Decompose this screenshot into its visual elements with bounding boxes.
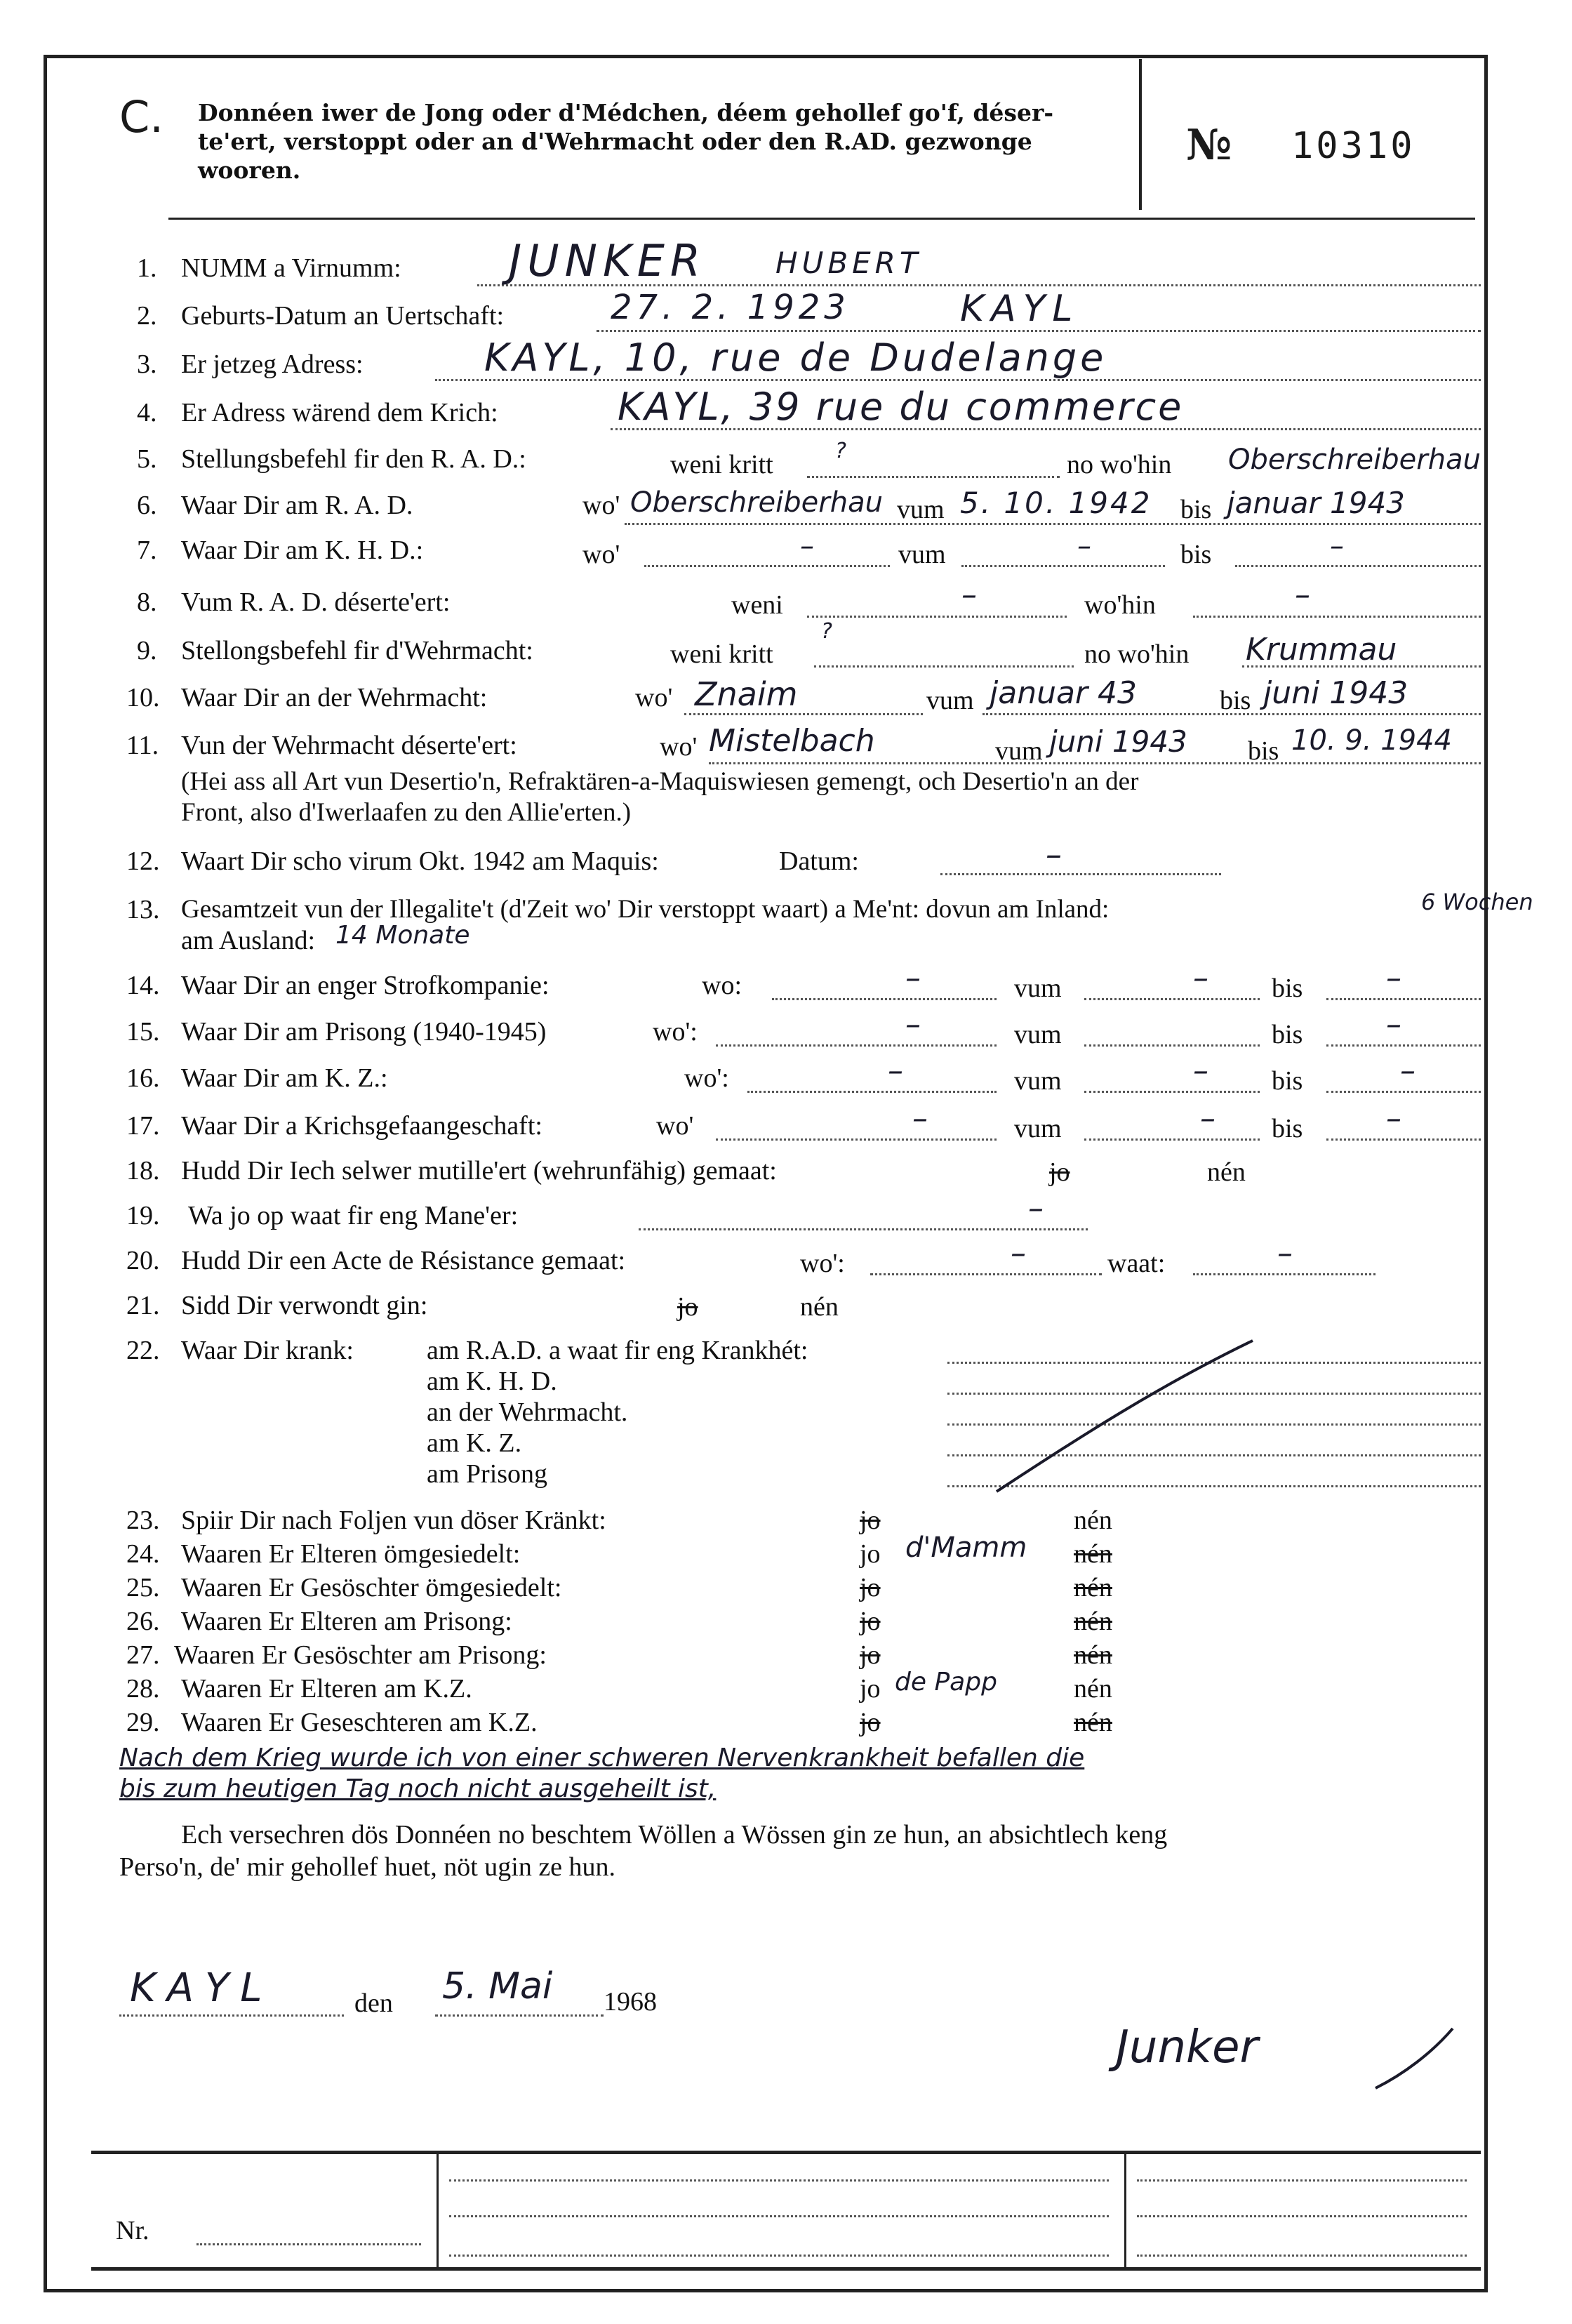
row-20-label: Hudd Dir een Acte de Résistance gemaat: bbox=[181, 1246, 626, 1275]
row-25-jo: jo bbox=[860, 1573, 881, 1602]
row-11-bis-value: 10. 9. 1944 bbox=[1291, 724, 1453, 757]
row-12-label: Waart Dir scho virum Okt. 1942 am Maquis: bbox=[181, 846, 659, 876]
row-15-bis-label: bis bbox=[1272, 1020, 1303, 1049]
row-14-wo-dash: – bbox=[905, 960, 921, 996]
row-11-note-line-2: Front, also d'Iwerlaafen zu den Allie'erten.) bbox=[181, 798, 632, 827]
row-11-vum-value: juni 1943 bbox=[1049, 724, 1187, 759]
row-8-where-label: wo'hin bbox=[1084, 590, 1156, 620]
row-10-bis-value: juni 1943 bbox=[1263, 675, 1408, 711]
box-line-4 bbox=[1137, 2179, 1467, 2182]
row-13-ausland-value: 14 Monate bbox=[335, 921, 470, 950]
row-17-wo-dash: – bbox=[912, 1101, 928, 1136]
row-8-weni-line bbox=[807, 616, 1067, 618]
row-18-jo: jo bbox=[1049, 1157, 1070, 1187]
header-divider bbox=[1139, 59, 1142, 210]
row-14-bis-dash: – bbox=[1386, 960, 1401, 996]
row-22-sub-kz: am K. Z. bbox=[427, 1428, 522, 1458]
row-8-weni-label: weni bbox=[731, 590, 783, 620]
bottom-rule-bottom bbox=[91, 2267, 1481, 2271]
row-28-nen: nén bbox=[1074, 1674, 1112, 1704]
row-5-where-value: Oberschreiberhau bbox=[1228, 444, 1481, 476]
row-7-number: 7. bbox=[137, 536, 157, 565]
row-11-bis-label: bis bbox=[1248, 736, 1279, 766]
declaration-line-1: Ech versechren dös Donnéen no beschtem Wöllen a Wössen gin ze hun, an absichtlech keng bbox=[181, 1820, 1168, 1850]
row-24-jo: jo bbox=[860, 1539, 881, 1569]
row-4-number: 4. bbox=[137, 398, 157, 427]
row-20-waat-line bbox=[1193, 1273, 1376, 1275]
row-20-number: 20. bbox=[126, 1246, 160, 1275]
row-27-label: Waaren Er Gesöschter am Prisong: bbox=[174, 1640, 547, 1670]
row-6-vum-label: vum bbox=[897, 495, 945, 524]
row-19-number: 19. bbox=[126, 1201, 160, 1230]
row-16-wo-label: wo': bbox=[684, 1063, 729, 1093]
row-14-vum-line bbox=[1084, 998, 1260, 1000]
nr-line bbox=[196, 2243, 421, 2245]
row-25-nen: nén bbox=[1074, 1573, 1112, 1602]
row-2-number: 2. bbox=[137, 301, 157, 331]
row-13-inland-value: 6 Wochen bbox=[1421, 889, 1533, 915]
row-5-where-label: no wo'hin bbox=[1067, 450, 1172, 479]
row-22-sub-wehrmacht: an der Wehrmacht. bbox=[427, 1397, 628, 1427]
date-line bbox=[435, 2014, 604, 2017]
row-25-number: 25. bbox=[126, 1573, 160, 1602]
row-16-wo-line bbox=[747, 1091, 997, 1093]
row-7-label: Waar Dir am K. H. D.: bbox=[181, 536, 424, 565]
row-29-number: 29. bbox=[126, 1708, 160, 1737]
row-16-vum-label: vum bbox=[1014, 1066, 1062, 1096]
row-28-label: Waaren Er Elteren am K.Z. bbox=[181, 1674, 472, 1704]
row-9-where-label: no wo'hin bbox=[1084, 639, 1190, 669]
row-6-number: 6. bbox=[137, 491, 157, 520]
row-26-nen: nén bbox=[1074, 1607, 1112, 1636]
row-16-bis-dash: – bbox=[1400, 1053, 1416, 1089]
row-20-wo-label: wo': bbox=[800, 1249, 845, 1278]
row-21-label: Sidd Dir verwondt gin: bbox=[181, 1291, 428, 1320]
row-13-ausland-label: am Ausland: bbox=[181, 926, 316, 955]
row-29-nen: nén bbox=[1074, 1708, 1112, 1737]
row-6-bis-value: januar 1943 bbox=[1227, 486, 1405, 520]
row-9-number: 9. bbox=[137, 636, 157, 665]
row-16-vum-dash: – bbox=[1193, 1053, 1208, 1089]
row-10-label: Waar Dir an der Wehrmacht: bbox=[181, 683, 488, 712]
row-19-dash: – bbox=[1028, 1190, 1044, 1226]
row-15-bis-dash: – bbox=[1386, 1007, 1401, 1042]
den-label: den bbox=[354, 1988, 393, 2018]
row-8-where-dash: – bbox=[1295, 577, 1310, 613]
row-15-wo-label: wo': bbox=[653, 1017, 698, 1047]
declaration-line-2: Perso'n, de' mir gehollef huet, nöt ugin ze hun. bbox=[119, 1852, 616, 1882]
row-20-waat-dash: – bbox=[1277, 1235, 1293, 1271]
bottom-divider-1 bbox=[437, 2151, 439, 2269]
row-22-cancel-stroke bbox=[982, 1334, 1263, 1502]
row-15-label: Waar Dir am Prisong (1940-1945) bbox=[181, 1017, 547, 1047]
row-27-number: 27. bbox=[126, 1640, 160, 1670]
row-7-wo-line bbox=[644, 565, 890, 567]
row-9-where-value: Krummau bbox=[1246, 632, 1397, 668]
row-12-datum-label: Datum: bbox=[779, 846, 859, 876]
row-1-surname: JUNKER bbox=[509, 235, 706, 286]
row-10-number: 10. bbox=[126, 683, 160, 712]
row-22-sub-rad: am R.A.D. a waat fir eng Krankhét: bbox=[427, 1336, 808, 1365]
row-27-jo: jo bbox=[860, 1640, 881, 1670]
row-7-vum-line bbox=[961, 565, 1165, 567]
row-24-label: Waaren Er Elteren ömgesiedelt: bbox=[181, 1539, 521, 1569]
row-8-weni-dash: – bbox=[961, 577, 977, 613]
row-29-label: Waaren Er Geseschteren am K.Z. bbox=[181, 1708, 538, 1737]
row-17-label: Waar Dir a Krichsgefaangeschaft: bbox=[181, 1111, 542, 1141]
row-24-number: 24. bbox=[126, 1539, 160, 1569]
row-3-number: 3. bbox=[137, 350, 157, 379]
row-24-nen: nén bbox=[1074, 1539, 1112, 1569]
row-2-place: KAYL bbox=[960, 288, 1080, 330]
row-17-vum-line bbox=[1084, 1138, 1260, 1141]
row-16-number: 16. bbox=[126, 1063, 160, 1093]
row-13-label: Gesamtzeit vun der Illegalite't (d'Zeit wo' Dir verstoppt waart) a Me'nt: dovun am Inland: bbox=[181, 895, 1110, 924]
row-15-vum-label: vum bbox=[1014, 1020, 1062, 1049]
row-11-number: 11. bbox=[126, 731, 159, 760]
remarks-line-2: bis zum heutigen Tag noch nicht ausgeheilt ist, bbox=[119, 1774, 717, 1803]
row-15-number: 15. bbox=[126, 1017, 160, 1047]
row-28-note: de Papp bbox=[895, 1668, 997, 1696]
row-21-number: 21. bbox=[126, 1291, 160, 1320]
row-18-number: 18. bbox=[126, 1156, 160, 1186]
box-line-5 bbox=[1137, 2215, 1467, 2217]
row-11-note-line-1: (Hei ass all Art vun Desertio'n, Refraktären-a-Maquiswiesen gemengt, och Desertio'n an der bbox=[181, 767, 1139, 796]
row-3-label: Er jetzeg Adress: bbox=[181, 350, 364, 379]
row-1-firstname: HUBERT bbox=[775, 246, 922, 280]
row-17-vum-dash: – bbox=[1200, 1101, 1215, 1136]
year: 1968 bbox=[604, 1987, 657, 2017]
row-9-label: Stellongsbefehl fir d'Wehrmacht: bbox=[181, 636, 533, 665]
row-14-bis-line bbox=[1326, 998, 1481, 1000]
date: 5. Mai bbox=[442, 1965, 553, 2007]
row-20-wo-line bbox=[870, 1273, 1102, 1275]
row-16-vum-line bbox=[1084, 1091, 1260, 1093]
row-26-number: 26. bbox=[126, 1607, 160, 1636]
row-22-sub-prisong: am Prisong bbox=[427, 1459, 548, 1489]
row-2-line bbox=[597, 330, 1481, 332]
row-7-vum-dash: – bbox=[1077, 530, 1091, 562]
row-12-line bbox=[940, 873, 1221, 875]
nr-label: Nr. bbox=[116, 2216, 149, 2245]
row-26-jo: jo bbox=[860, 1607, 881, 1636]
row-11-label: Vun der Wehrmacht déserte'ert: bbox=[181, 731, 517, 760]
row-15-wo-line bbox=[716, 1044, 997, 1047]
number-sign: № bbox=[1186, 121, 1232, 170]
row-16-bis-line bbox=[1326, 1091, 1481, 1093]
header-title-line-3: wooren. bbox=[198, 157, 301, 184]
row-10-wo-label: wo' bbox=[635, 683, 673, 712]
row-12-number: 12. bbox=[126, 846, 160, 876]
row-24-note: d'Mamm bbox=[905, 1532, 1027, 1564]
row-28-jo: jo bbox=[860, 1674, 881, 1704]
row-25-label: Waaren Er Gesöschter ömgesiedelt: bbox=[181, 1573, 562, 1602]
row-23-label: Spiir Dir nach Foljen vun döser Kränkt: bbox=[181, 1506, 606, 1535]
row-7-bis-dash: – bbox=[1330, 530, 1344, 562]
row-23-nen: nén bbox=[1074, 1506, 1112, 1535]
row-10-wo-value: Znaim bbox=[695, 675, 798, 713]
row-21-jo: jo bbox=[677, 1292, 698, 1322]
row-8-where-line bbox=[1193, 616, 1481, 618]
row-28-number: 28. bbox=[126, 1674, 160, 1704]
signature: Junker bbox=[1116, 2021, 1258, 2073]
row-17-vum-label: vum bbox=[1014, 1114, 1062, 1143]
row-10-line bbox=[982, 713, 1481, 715]
bottom-divider-2 bbox=[1124, 2151, 1126, 2269]
row-23-number: 23. bbox=[126, 1506, 160, 1535]
row-17-bis-dash: – bbox=[1386, 1101, 1401, 1136]
row-14-wo-label: wo: bbox=[702, 971, 742, 1000]
row-9-where-line bbox=[1242, 665, 1481, 668]
row-11-wo-value: Mistelbach bbox=[709, 723, 875, 759]
row-9-weni-line bbox=[814, 665, 1074, 668]
row-8-number: 8. bbox=[137, 587, 157, 617]
row-22-sub-khd: am K. H. D. bbox=[427, 1367, 557, 1396]
row-19-label: Wa jo op waat fir eng Mane'er: bbox=[188, 1201, 519, 1230]
row-11-wo-label: wo' bbox=[660, 732, 698, 762]
row-1-label: NUMM a Virnumm: bbox=[181, 253, 401, 283]
place: KAYL bbox=[130, 1965, 274, 2011]
row-8-label: Vum R. A. D. déserte'ert: bbox=[181, 587, 451, 617]
row-5-number: 5. bbox=[137, 444, 157, 474]
row-9-weni-label: weni kritt bbox=[670, 639, 773, 669]
row-12-dash: – bbox=[1046, 835, 1062, 873]
row-18-nen: nén bbox=[1207, 1157, 1246, 1187]
row-15-wo-dash: – bbox=[905, 1007, 921, 1042]
remarks-line-1: Nach dem Krieg wurde ich von einer schweren Nervenkrankheit befallen die bbox=[119, 1744, 1085, 1772]
row-15-vum-line bbox=[1084, 1044, 1260, 1047]
row-7-bis-label: bis bbox=[1180, 540, 1212, 569]
row-18-label: Hudd Dir Iech selwer mutille'ert (wehrunfähig) gemaat: bbox=[181, 1156, 777, 1186]
row-17-bis-label: bis bbox=[1272, 1114, 1303, 1143]
row-1-number: 1. bbox=[137, 253, 157, 283]
row-2-label: Geburts-Datum an Uertschaft: bbox=[181, 301, 505, 331]
row-16-label: Waar Dir am K. Z.: bbox=[181, 1063, 388, 1093]
row-6-wo-value: Oberschreiberhau bbox=[630, 486, 883, 519]
row-21-nen: nén bbox=[800, 1292, 839, 1322]
row-7-wo-dash: – bbox=[800, 530, 814, 562]
header-title-line-2: te'ert, verstoppt oder an d'Wehrmacht oder den R.AD. gezwonge bbox=[198, 128, 1032, 155]
row-14-vum-label: vum bbox=[1014, 974, 1062, 1003]
row-14-label: Waar Dir an enger Strofkompanie: bbox=[181, 971, 549, 1000]
row-17-wo-line bbox=[716, 1138, 997, 1141]
row-6-bis-label: bis bbox=[1180, 495, 1212, 524]
section-letter: C. bbox=[119, 91, 164, 142]
row-27-nen: nén bbox=[1074, 1640, 1112, 1670]
row-15-bis-line bbox=[1326, 1044, 1481, 1047]
row-14-bis-label: bis bbox=[1272, 974, 1303, 1003]
form-number: 10310 bbox=[1291, 125, 1416, 167]
box-line-2 bbox=[449, 2215, 1109, 2217]
box-line-6 bbox=[1137, 2255, 1467, 2257]
box-line-1 bbox=[449, 2179, 1109, 2182]
row-5-weni-value: ? bbox=[835, 439, 846, 463]
row-6-wo-label: wo' bbox=[582, 491, 620, 520]
bottom-rule-top bbox=[91, 2151, 1481, 2154]
row-16-bis-label: bis bbox=[1272, 1066, 1303, 1096]
signature-flourish bbox=[1368, 2021, 1460, 2099]
row-6-line bbox=[625, 523, 1481, 525]
row-29-jo: jo bbox=[860, 1708, 881, 1737]
row-14-vum-dash: – bbox=[1193, 960, 1208, 996]
row-22-label: Waar Dir krank: bbox=[181, 1336, 354, 1365]
row-10-vum-label: vum bbox=[926, 686, 974, 715]
row-13-number: 13. bbox=[126, 895, 160, 924]
row-4-war-address: KAYL, 39 rue du commerce bbox=[618, 385, 1184, 429]
row-7-wo-label: wo' bbox=[582, 540, 620, 569]
header-underline bbox=[168, 218, 1475, 220]
row-10-wo-line bbox=[684, 713, 923, 715]
row-17-bis-line bbox=[1326, 1138, 1481, 1141]
row-5-weni-line bbox=[807, 476, 1060, 478]
row-26-label: Waaren Er Elteren am Prisong: bbox=[181, 1607, 512, 1636]
row-9-weni-value: ? bbox=[821, 619, 832, 644]
row-4-label: Er Adress wärend dem Krich: bbox=[181, 398, 498, 427]
row-20-waat-label: waat: bbox=[1107, 1249, 1166, 1278]
row-11-line bbox=[709, 762, 1481, 764]
row-5-weni-label: weni kritt bbox=[670, 450, 773, 479]
row-11-vum-label: vum bbox=[995, 736, 1043, 766]
place-line bbox=[119, 2014, 344, 2017]
header-title-line-1: Donnéen iwer de Jong oder d'Médchen, déem gehollef go'f, déser- bbox=[198, 99, 1054, 126]
row-19-line bbox=[639, 1228, 1088, 1230]
row-23-jo: jo bbox=[860, 1506, 881, 1535]
row-5-label: Stellungsbefehl fir den R. A. D.: bbox=[181, 444, 526, 474]
row-22-number: 22. bbox=[126, 1336, 160, 1365]
row-14-wo-line bbox=[772, 998, 997, 1000]
row-3-address: KAYL, 10, rue de Dudelange bbox=[484, 336, 1107, 380]
row-16-wo-dash: – bbox=[888, 1053, 903, 1089]
row-10-vum-value: januar 43 bbox=[990, 675, 1137, 711]
row-6-label: Waar Dir am R. A. D. bbox=[181, 491, 413, 520]
row-2-date: 27. 2. 1923 bbox=[611, 288, 850, 327]
row-14-number: 14. bbox=[126, 971, 160, 1000]
row-17-wo-label: wo' bbox=[656, 1111, 694, 1141]
row-10-bis-label: bis bbox=[1220, 686, 1251, 715]
row-7-bis-line bbox=[1235, 565, 1481, 567]
row-17-number: 17. bbox=[126, 1111, 160, 1141]
row-7-vum-label: vum bbox=[898, 540, 946, 569]
row-6-vum-value: 5. 10. 1942 bbox=[960, 486, 1152, 520]
row-20-wo-dash: – bbox=[1011, 1235, 1026, 1271]
box-line-3 bbox=[449, 2255, 1109, 2257]
